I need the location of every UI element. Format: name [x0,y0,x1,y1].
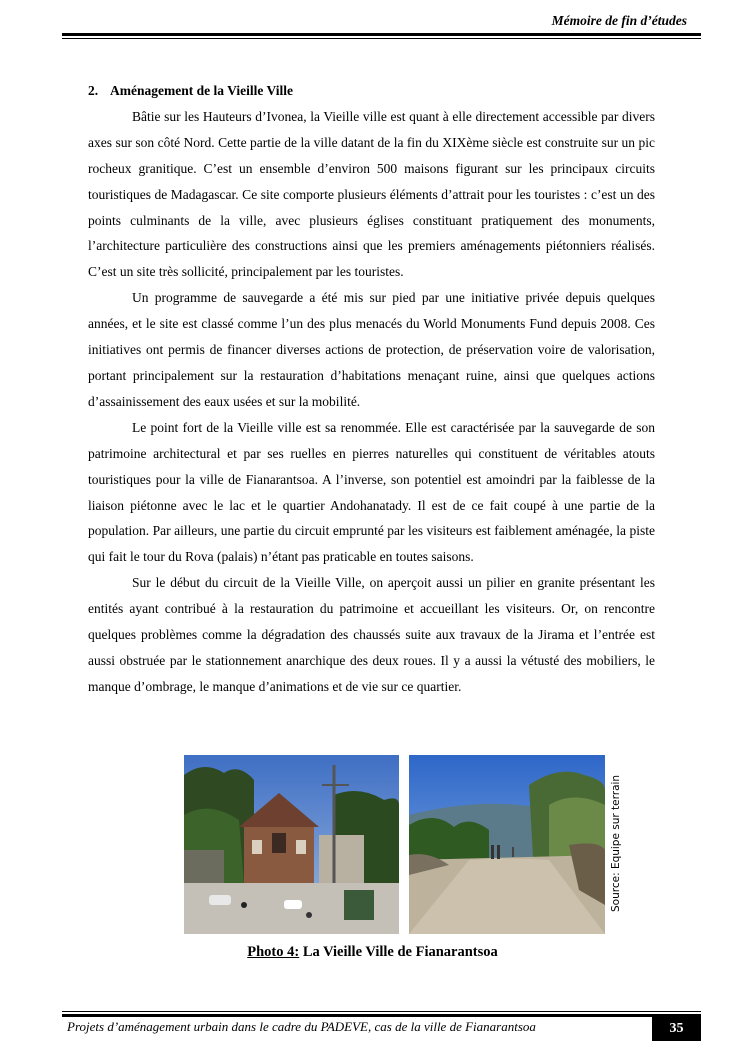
section-heading [88,78,655,104]
section-title: Aménagement de la Vieille Ville [110,83,293,98]
footer-rule [62,1014,701,1017]
figure-caption-label: Photo 4: [247,944,300,960]
header-rule-thin [62,38,701,39]
figure-caption-text: La Vieille Ville de Fianarantsoa [299,944,498,960]
running-footer-text: Projets d’aménagement urbain dans le cadre du PADEVE, cas de la ville de Fianarantsoa [67,1019,536,1034]
paragraph-2: Un programme de sauvegarde a été mis sur pied par une initiative privée depuis quelques années, et le site est classé comme l’un des plus menacés du World Monuments Fund depuis 2008. Ces initiatives ont permis de financer diverses actions de protection, de préservation voire de valorisation, portant principalement sur la restauration d’habitations menaçant ruine, ainsi que quelques actions d’assainissement des eaux usées et sur la mobilité. [88,290,655,409]
figure-caption [0,944,745,961]
paragraph-3: Le point fort de la Vieille ville est sa renommée. Elle est caractérisée par la sauvegarde de son patrimoine architectural et par ses ruelles en pierres naturelles qui constituent de véritables atouts touristiques pour la ville de Fianarantsoa. A l’inverse, son potentiel est amoindri par la faiblesse de la liaison piétonne avec le lac et le quartier Andohanatady. Il est de ce fait coupé à une partie de la population. Par ailleurs, une partie du circuit emprunté par les visiteurs est faiblement aménagée, la piste qui fait le tour du Rova (palais) n’étant pas praticable en toutes saisons. [88,419,655,565]
section-number: 2. [88,83,99,98]
page-number: 35 [652,1017,701,1041]
main-content [88,78,655,700]
header-rule [62,33,701,36]
photo-dirt-path [409,755,605,934]
photo-street-church [184,755,399,934]
footer-rule-thin [62,1011,701,1012]
running-header-title: Mémoire de fin d’études [551,13,687,28]
photo-figure [184,755,644,935]
paragraph-1: Bâtie sur les Hauteurs d’Ivonea, la Vieille ville est quant à elle directement accessible par divers axes sur son côté Nord. Cette partie de la ville datant de la fin du XIXème siècle est construite sur un pic rocheux granitique. C’est un ensemble d’environ 500 maisons figurant sur les principaux circuits touristiques de Madagascar. Ce site comporte plusieurs éléments d’attrait pour les touristes : c’est un des points culminants de la ville, avec plusieurs églises constituant pratiquement des monuments, l’architecture particulière des constructions ainsi que les premiers aménagements piétonniers réalisés. C’est un site très sollicité, principalement par les touristes. [88,108,655,280]
photo-source-credit: Source: Equipe sur terrain [610,774,622,912]
paragraph-4: Sur le début du circuit de la Vieille Ville, on aperçoit aussi un pilier en granite présentant les entités ayant contribué à la restauration du patrimoine et accueillant les visiteurs. Or, on rencontre quelques problèmes comme la dégradation des chaussés suite aux travaux de la Jirama et l’entrée est aussi obstruée par le stationnement anarchique des deux roues. Il y a aussi la vétusté des mobiliers, le manque d’ombrage, le manque d’animations et de vie sur ce quartier. [88,575,655,694]
